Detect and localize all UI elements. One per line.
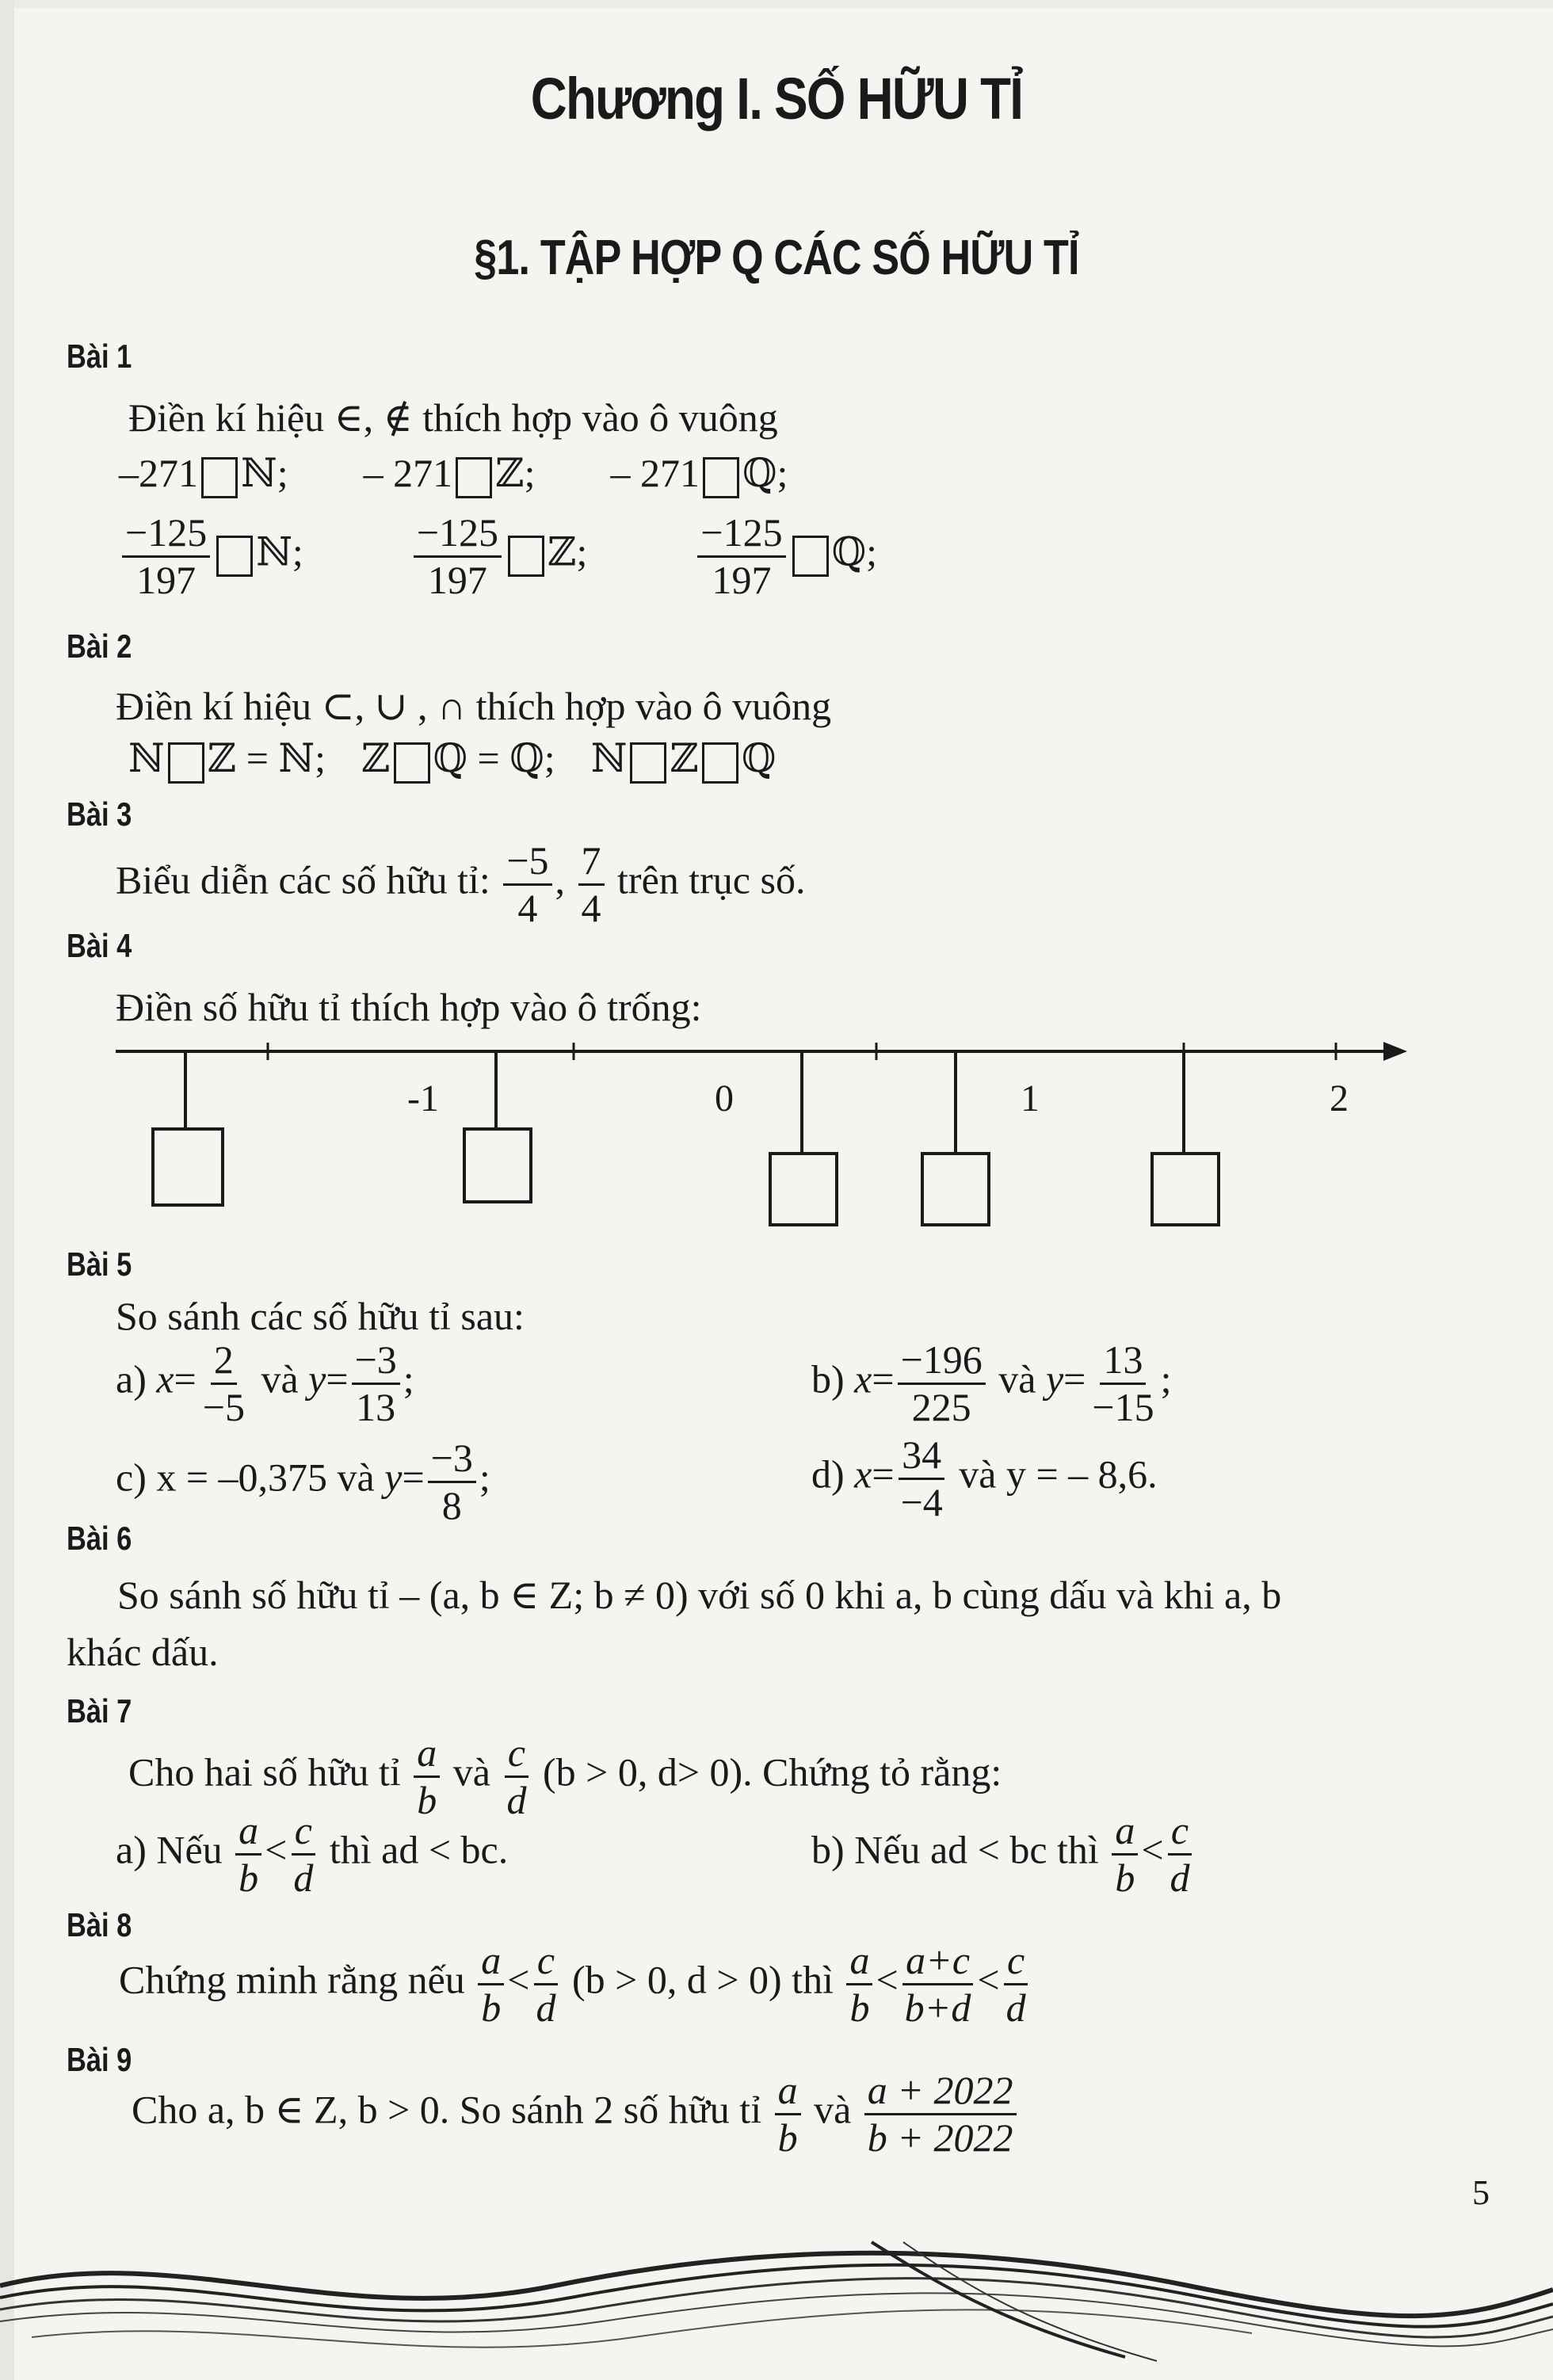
fraction: $\frac{a}{b}$: [414, 1732, 440, 1821]
number: – 271: [610, 451, 700, 495]
exercise-1-prompt: Điền kí hiệu ∈, ∉ thích hợp vào ô vuông: [128, 395, 778, 440]
fraction: $\frac{34}{-4}$: [898, 1434, 946, 1523]
exercise-1-label: Bài 1: [67, 338, 132, 375]
exercise-7-part-b: b) Nếu ad < bc thì $\frac{a}{b}$ < $\frac{c}{d}$: [811, 1810, 1196, 1898]
answer-box[interactable]: [770, 1154, 837, 1225]
fraction: $\frac{-5}{4}$: [503, 840, 551, 929]
exercise-5-part-a: a) x= $\frac{2}{-5}$ và y= $\frac{-3}{13}$ ;: [116, 1337, 414, 1429]
exercise-7-prompt: Cho hai số hữu tỉ $\frac{a}{b}$ và $\frac{c}{d}$ (b > 0, d> 0). Chứng tỏ rằng:: [128, 1730, 1002, 1822]
exercise-3-prompt: Biểu diễn các số hữu tỉ: $\frac{-5}{4}$ , $\frac{7}{4}$ trên trục số.: [116, 838, 806, 930]
set-symbol: ℚ;: [742, 451, 788, 495]
set-symbol: ℤ;: [548, 529, 588, 574]
fraction: $\frac{2}{-5}$: [202, 1337, 245, 1429]
fraction: $\frac{-125}{197}$: [697, 512, 785, 601]
exercise-6-line-2: khác dấu.: [67, 1630, 219, 1674]
answer-box[interactable]: [1152, 1154, 1219, 1225]
section-title: §1. TẬP HỢP Q CÁC SỐ HỮU TỈ: [474, 231, 1079, 285]
tick-label-2: 2: [1330, 1077, 1349, 1119]
exercise-8-prompt: Chứng minh rằng nếu $\frac{a}{b}$ < $\frac{c}{d}$ (b > 0, d > 0) thì $\frac{a}{b}$ < $\frac{a+c}{b+d}$ < $\frac{c}{d}$: [119, 1939, 1032, 2028]
exercise-7-label: Bài 7: [67, 1692, 132, 1730]
number-line-arrow: [1383, 1042, 1407, 1061]
exercise-5-label: Bài 5: [67, 1245, 132, 1283]
number: – 271: [363, 451, 453, 495]
number-line-answer-boxes: [153, 1129, 1219, 1225]
exercise-5-part-b: b) x= $\frac{-196}{225}$ và y= $\frac{13}{-15}$ ;: [811, 1337, 1172, 1429]
tick-label-minus-1: -1: [407, 1077, 439, 1119]
answer-box[interactable]: [464, 1129, 531, 1202]
fraction: $\frac{c}{d}$: [1003, 1939, 1029, 2028]
tick-label-0: 0: [715, 1077, 734, 1119]
exercise-6-label: Bài 6: [67, 1520, 132, 1557]
fraction: $\frac{c}{d}$: [290, 1810, 316, 1898]
set-symbol: ℕ;: [256, 529, 303, 574]
exercise-8-label: Bài 8: [67, 1906, 132, 1943]
fraction: $\frac{-125}{197}$: [122, 512, 210, 601]
fraction: $\frac{-3}{13}$: [352, 1339, 400, 1428]
fraction: $\frac{a+c}{b+d}$: [902, 1939, 975, 2028]
exercise-5-prompt: So sánh các số hữu tỉ sau:: [116, 1294, 525, 1338]
fraction: $\frac{-3}{8}$: [428, 1437, 476, 1526]
fraction: $\frac{c}{d}$: [532, 1939, 559, 2028]
exercise-4-prompt: Điền số hữu tỉ thích hợp vào ô trống:: [116, 985, 702, 1029]
fraction: $\frac{-196}{225}$: [898, 1339, 986, 1428]
fraction: $\frac{a}{b}$: [1112, 1810, 1138, 1898]
page-number: 5: [1472, 2173, 1490, 2212]
exercise-6-line-1: So sánh số hữu tỉ – (a, b ∈ Z; b ≠ 0) với số 0 khi a, b cùng dấu và khi a, b: [117, 1573, 1282, 1617]
fraction: $\frac{a}{b}$: [235, 1810, 261, 1898]
exercise-9-label: Bài 9: [67, 2041, 132, 2078]
fraction: $\frac{a}{b}$: [478, 1939, 504, 2028]
fraction: $\frac{a + 2022}{b + 2022}$: [864, 2069, 1017, 2158]
answer-box[interactable]: [922, 1154, 989, 1225]
fraction: $\frac{c}{d}$: [503, 1732, 529, 1821]
exercise-2-row: ℕ ℤ = ℕ; ℤ ℚ = ℚ; ℕ ℤ ℚ: [128, 738, 776, 784]
exercise-2-prompt: Điền kí hiệu ⊂, ∪ , ∩ thích hợp vào ô vuông: [116, 684, 832, 728]
exercise-9-prompt: Cho a, b ∈ Z, b > 0. So sánh 2 số hữu tỉ $\frac{a}{b}$ và $\frac{a + 2022}{b + 2022}$: [132, 2069, 1020, 2158]
exercise-2-label: Bài 2: [67, 627, 132, 665]
exercise-7-part-a: a) Nếu $\frac{a}{b}$ < $\frac{c}{d}$ thì ad < bc.: [116, 1808, 509, 1900]
fraction: $\frac{a}{b}$: [846, 1939, 872, 2028]
answer-box[interactable]: [153, 1129, 223, 1205]
chapter-title: Chương I. SỐ HỮU TỈ: [530, 66, 1023, 132]
fraction: $\frac{7}{4}$: [578, 840, 605, 929]
tick-label-1: 1: [1021, 1077, 1040, 1119]
exercise-5-part-c: c) x = –0,375 và y= $\frac{-3}{8}$ ;: [116, 1436, 490, 1528]
fraction: $\frac{-125}{197}$: [414, 512, 502, 601]
fraction: $\frac{a}{b}$: [775, 2069, 801, 2158]
exercise-4-label: Bài 4: [67, 927, 132, 964]
set-symbol: ℤ;: [495, 451, 536, 495]
fraction: $\frac{c}{d}$: [1167, 1810, 1193, 1898]
set-symbol: ℚ;: [831, 529, 878, 574]
exercise-5-part-d: d) x= $\frac{34}{-4}$ và y = – 8,6.: [811, 1432, 1158, 1524]
bottom-wave-ornament: [0, 2210, 1553, 2380]
exercise-3-label: Bài 3: [67, 795, 132, 833]
fraction: $\frac{13}{-15}$: [1092, 1337, 1154, 1429]
number: –271: [119, 451, 198, 495]
set-symbol: ℕ;: [241, 451, 288, 495]
